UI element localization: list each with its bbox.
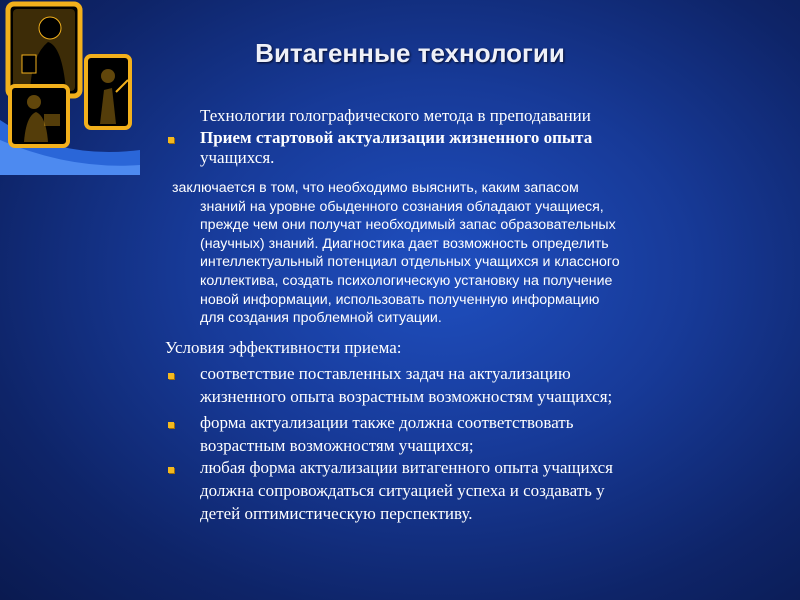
- condition-line: должна сопровождаться ситуацией успеха и создавать у: [200, 481, 605, 500]
- paragraph-line: (научных) знаний. Диагностика дает возможность определить: [200, 235, 609, 252]
- bullet-icon: [168, 373, 174, 379]
- bullet-icon: [168, 467, 174, 473]
- condition-line: форма актуализации также должна соответствовать: [200, 413, 574, 432]
- bullet-icon: [168, 422, 174, 428]
- description-paragraph: [172, 179, 732, 328]
- corner-illustration: [0, 0, 140, 175]
- bullet-icon: [168, 137, 174, 143]
- condition-line: любая форма актуализации витагенного опыта учащихся: [200, 458, 613, 477]
- technique-name: Прием стартовой актуализации жизненного опыта: [200, 128, 593, 147]
- paragraph-line: коллектива, создать психологическую установку на получение: [200, 272, 613, 289]
- condition-item: [200, 456, 760, 525]
- bullet-technique: [200, 128, 720, 168]
- condition-line: возрастным возможностям учащихся;: [200, 436, 474, 455]
- condition-item: [200, 362, 760, 408]
- paragraph-line: для создания проблемной ситуации.: [200, 310, 442, 327]
- technique-name-rest: учащихся.: [200, 148, 275, 167]
- condition-item: [200, 411, 760, 457]
- paragraph-line: заключается в том, что необходимо выяснить, каким запасом: [172, 180, 579, 196]
- condition-line: жизненного опыта возрастным возможностям учащихся;: [200, 387, 613, 406]
- condition-line: соответствие поставленных задач на актуализацию: [200, 364, 571, 383]
- paragraph-line: интеллектуальный потенциал отдельных учащихся и классного: [200, 254, 620, 271]
- subtitle: Технологии голографического метода в преподавании: [200, 106, 591, 125]
- paragraph-line: новой информации, использовать полученную информацию: [200, 291, 600, 308]
- paragraph-line: прежде чем они получат необходимый запас образовательных: [200, 217, 616, 234]
- paragraph-line: знаний на уровне обыденного сознания обладают учащиеся,: [200, 198, 604, 215]
- condition-line: детей оптимистическую перспективу.: [200, 504, 473, 523]
- slide-title: Витагенные технологии: [255, 38, 565, 68]
- conditions-heading: Условия эффективности приема:: [165, 338, 402, 357]
